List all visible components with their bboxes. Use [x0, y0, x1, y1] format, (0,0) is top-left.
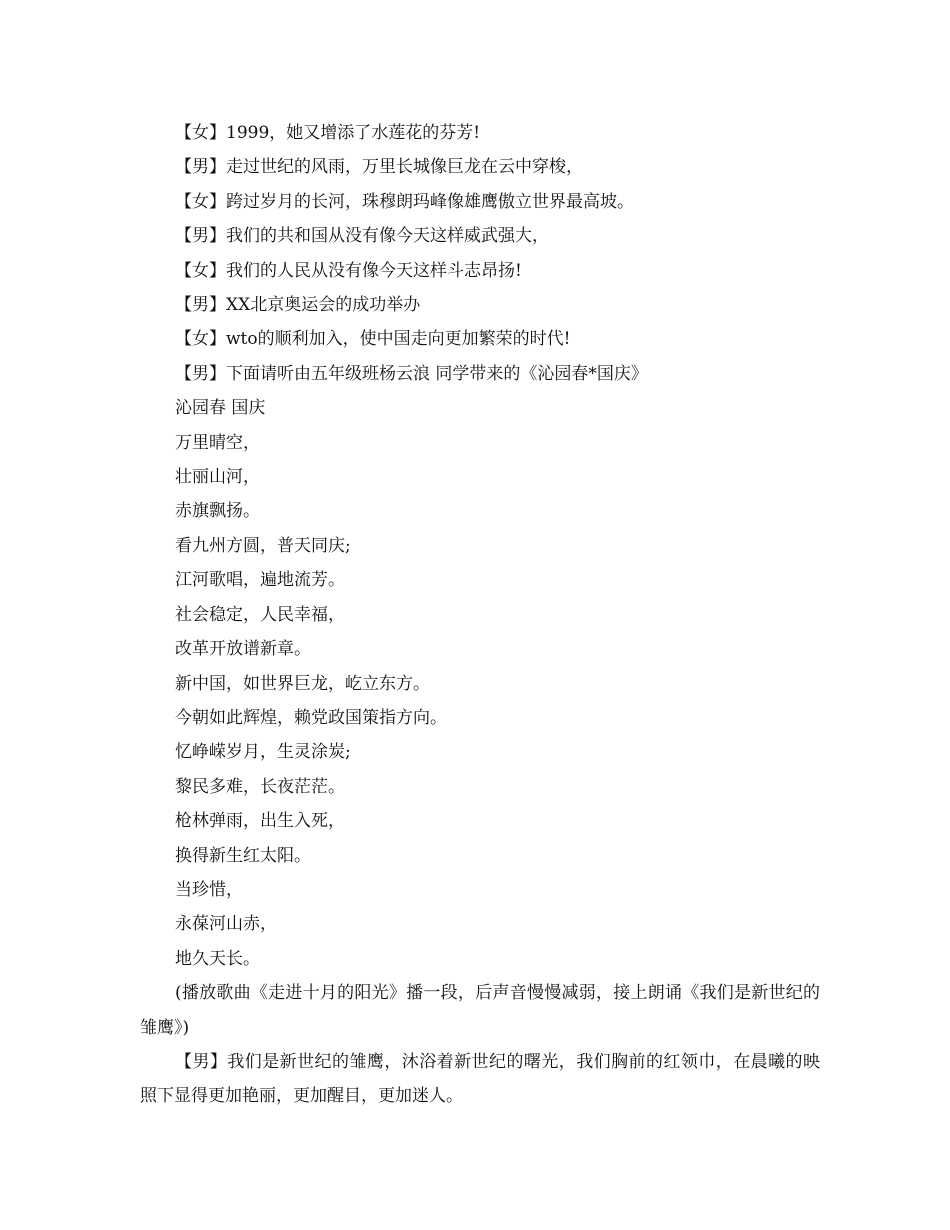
poem-line: 社会稳定，人民幸福，	[175, 604, 345, 625]
dialogue-line: 【男】我们的共和国从没有像今天这样威武强大，	[175, 226, 549, 247]
stage-direction: (播放歌曲《走进十月的阳光》播一段，后声音慢慢减弱，接上朗诵《我们是新世纪的雏鹰》)	[140, 983, 820, 1038]
poem-line: 改革开放谱新章。	[175, 639, 311, 660]
closing-paragraph: 【男】我们是新世纪的雏鹰，沐浴着新世纪的曙光，我们胸前的红领巾，在晨曦的映照下显得更加艳丽，更加醒目，更加迷人。	[140, 1051, 820, 1107]
document-body	[140, 116, 820, 1114]
poem-title: 沁园春 国庆	[175, 398, 266, 419]
poem-line: 万里晴空，	[175, 432, 260, 453]
dialogue-line: 【女】wto的顺利加入，使中国走向更加繁荣的时代!	[175, 329, 571, 350]
poem-line: 新中国，如世界巨龙，屹立东方。	[175, 673, 430, 694]
poem-line: 地久天长。	[175, 948, 260, 969]
poem-line: 换得新生红太阳。	[175, 845, 311, 866]
poem-line: 枪林弹雨，出生入死，	[175, 811, 345, 832]
dialogue-line: 【男】XX北京奥运会的成功举办	[175, 295, 421, 316]
poem-line: 当珍惜，	[175, 879, 243, 900]
poem-line: 看九州方圆，普天同庆;	[175, 535, 351, 556]
poem-line: 赤旗飘扬。	[175, 501, 260, 522]
dialogue-line: 【男】走过世纪的风雨，万里长城像巨龙在云中穿梭，	[175, 157, 583, 178]
poem-line: 黎民多难，长夜茫茫。	[175, 776, 345, 797]
dialogue-line: 【女】跨过岁月的长河，珠穆朗玛峰像雄鹰傲立世界最高坡。	[175, 191, 634, 212]
poem-line: 壮丽山河，	[175, 467, 260, 488]
poem-line: 忆峥嵘岁月，生灵涂炭;	[175, 742, 351, 763]
poem-line: 今朝如此辉煌，赖党政国策指方向。	[175, 707, 447, 728]
dialogue-line: 【女】我们的人民从没有像今天这样斗志昂扬!	[175, 260, 522, 281]
poem-line: 江河歌唱，遍地流芳。	[175, 570, 345, 591]
dialogue-line: 【男】下面请听由五年级班杨云浪 同学带来的《沁园春*国庆》	[175, 363, 648, 384]
dialogue-line: 【女】1999，她又增添了水莲花的芬芳!	[175, 123, 481, 143]
poem-line: 永葆河山赤，	[175, 914, 277, 935]
